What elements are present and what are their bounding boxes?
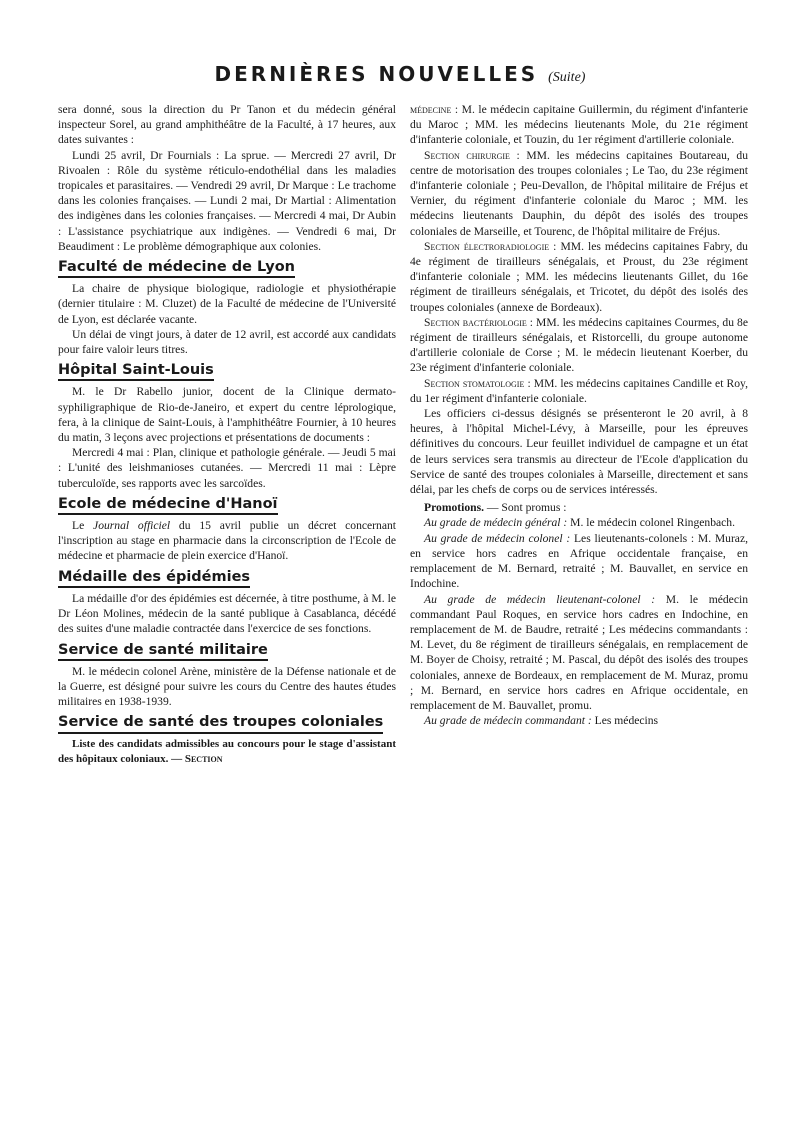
stomato-label: Section stomatologie : [424, 376, 531, 390]
section-title-medaille: Médaille des épidémies [58, 570, 250, 588]
bacterio-text: MM. les médecins capitaines Courmes, du 8e régiment de tirailleurs sénégalais, et Ristorcelli, du groupe autonome d'artillerie coloniale de Corse ; M. le médecin lieutenant Koerber, du 23e régiment d'infanterie coloniale. [410, 315, 748, 375]
right-column [410, 102, 748, 728]
hanoi-pre: Le [72, 519, 94, 533]
electro-text: MM. les médecins capitaines Fabry, du 4e régiment de tirailleurs sénégalais, et Proust, du 23e régiment d'infanterie coloniale ; MM. les médecins lieutenants Gillet, du 16e régiment de tirailleurs sénégalais, et Tricotet, du dépôt des isolés des troupes coloniales (annexe de Bordeaux). [410, 239, 748, 314]
section-word: Section [184, 752, 223, 765]
grade-colonel-label: Au grade de médecin colonel : [424, 531, 571, 545]
grade-general-label: Au grade de médecin général : [424, 516, 568, 530]
section-title-sante-militaire: Service de santé militaire [58, 643, 268, 661]
chirurgie-paragraph [410, 148, 748, 239]
journal-officiel: Journal officiel [93, 519, 171, 533]
promotions-rest: — Sont promus : [484, 501, 567, 515]
promotions-paragraph [410, 500, 748, 515]
section-title-saint-louis: Hôpital Saint-Louis [58, 363, 214, 381]
section-title-lyon: Faculté de médecine de Lyon [58, 260, 295, 278]
candidats-text: Liste des candidats admissibles au concours pour le stage d'assistant des hôpitaux coloniaux. — [58, 737, 396, 765]
page-title [0, 62, 800, 86]
grade-lt-colonel-paragraph [410, 592, 748, 714]
medecine-text: M. le médecin capitaine Guillermin, du régiment d'infanterie du Maroc ; MM. les médecins lieutenants Mole, du 21e régiment d'infanterie coloniale, et Touzin, du 1er régiment d'artillerie coloniale. [410, 103, 748, 147]
candidats-paragraph [58, 737, 396, 767]
hanoi-paragraph [58, 518, 396, 564]
saint-louis-paragraph-2: Mercredi 4 mai : Plan, clinique et pathologie générale. — Jeudi 5 mai : L'unité des leishmanioses cutanées. — Mercredi 11 mai : Lèpre tuberculoïde, ses rapports avec les sarcoïdes. [58, 446, 396, 490]
medecine-paragraph [410, 102, 748, 148]
hanoi-post: du 15 avril publie un décret concernant l'inscription au stage en pharmacie dans la circonscription de l'Ecole de médecine et pharmacie de plein exercice d'Hanoï. [58, 519, 396, 563]
grade-commandant-text: Les médecins [591, 714, 659, 728]
lyon-paragraph-1: La chaire de physique biologique, radiologie et physiothérapie (dernier titulaire : M. Cluzet) de la Faculté de médecine de l'Université de Lyon, est déclarée vacante. [58, 282, 396, 326]
lyon-paragraph-2: Un délai de vingt jours, à dater de 12 avril, est accordé aux candidats pour faire valoir leurs titres. [58, 327, 396, 357]
section-title-troupes-coloniales: Service de santé des troupes coloniales [58, 715, 383, 733]
bacterio-paragraph [410, 315, 748, 376]
lecture-dates-paragraph: Lundi 25 avril, Dr Fournials : La sprue. — Mercredi 27 avril, Dr Rivoalen : Rôle du système réticulo-endothélial dans les maladies tropicales et parasitaires. — Vendredi 29 avril, Dr Marque : Le trachome dans les colonies françaises. — Lundi 2 mai, Dr Martial : Alimentation des indigènes dans les colonies françaises. — Mercredi 4 mai, Dr Aubin : L'assistance psychiatrique aux indigènes. — Vendredi 6 mai, Dr Beaudiment : Le problème démographique aux colonies. [58, 148, 396, 253]
grade-lt-colonel-text: M. le médecin commandant Paul Roques, en service hors cadres en Indochine, en remplacement de M. de Baudre, retraité ; Les médecins commandants : M. Levet, du 8e régiment de tirailleurs sénégalais, en remplacement de M. Boyer de Choisy, retraité ; M. Pascal, du dépôt des isolés des troupes coloniales, annexe de Bordeaux, en remplacement de M. Muraz, promu ; M. Bernard, en service hors cadres en Afrique occidentale, en remplacement de M. Bauvallet, promu. [410, 592, 748, 712]
stomato-paragraph [410, 376, 748, 406]
grade-lt-colonel-label: Au grade de médecin lieutenant-colonel : [424, 592, 656, 606]
intro-paragraph: sera donné, sous la direction du Pr Tanon et du médecin général inspecteur Sorel, au grand amphithéâtre de la Faculté, à 17 heures, aux dates suivantes : [58, 103, 396, 147]
electro-label: Section électroradiologie : [424, 239, 557, 253]
electro-paragraph [410, 239, 748, 315]
stomato-text: MM. les médecins capitaines Candille et Roy, du 1er régiment d'infanterie coloniale. [410, 376, 748, 405]
bacterio-label: Section bactériologie : [424, 315, 534, 329]
grade-colonel-paragraph [410, 531, 748, 592]
saint-louis-paragraph-1: M. le Dr Rabello junior, docent de la Clinique dermato-syphiligraphique de Rio-de-Janeiro, et expert du centre léprologique, fera, à la clinique de Saint-Louis, à l'amphithéâtre Fournier, à 10 heures du matin, 3 leçons avec projections et présentations de documents : [58, 385, 396, 445]
medaille-paragraph: La médaille d'or des épidémies est décernée, à titre posthume, à M. le Dr Léon Molines, médecin de la santé publique à Casablanca, décédé des suites d'une maladie contractée dans l'exercice de ses fonctions. [58, 591, 396, 636]
medecine-label: médecine : [410, 103, 459, 116]
grade-general-text: M. le médecin colonel Ringenbach. [567, 516, 736, 530]
grade-commandant-label: Au grade de médecin commandant : [424, 714, 592, 728]
sante-militaire-paragraph: M. le médecin colonel Arène, ministère de la Défense nationale et de la Guerre, est désigné pour suivre les cours du Centre des hautes études militaires en 1938-1939. [58, 664, 396, 709]
grade-colonel-text: Les lieutenants-colonels : M. Muraz, en service hors cadres en Afrique occidentale française, en remplacement de M. Bernard, retraité ; M. Bauvallet, en service en Indochine. [410, 531, 748, 591]
page-title-text: DERNIÈRES NOUVELLES [214, 62, 539, 86]
page-title-suite: (Suite) [548, 70, 586, 85]
officiers-paragraph: Les officiers ci-dessus désignés se présenteront le 20 avril, à 8 heures, à l'hôpital Michel-Lévy, à Marseille, pour les épreuves définitives du concours. Leur feuillet individuel de campagne et un état de leurs services sera transmis au directeur de l'Ecole d'application du Service de santé des troupes coloniales à Marseille, directement et sans délai, par les chefs de corps ou de services intéressés. [410, 407, 748, 497]
grade-commandant-paragraph [410, 713, 748, 728]
promotions-title: Promotions. [424, 501, 485, 515]
section-title-hanoi: Ecole de médecine d'Hanoï [58, 497, 278, 515]
chirurgie-label: Section chirurgie : [424, 148, 520, 162]
chirurgie-text: MM. les médecins capitaines Boutareau, du centre de motorisation des troupes coloniales ; Le Tao, du 23e régiment d'infanterie coloniale ; Peu-Devallon, de l'hôpital militaire de Fréjus et Vernier, du régiment d'infanterie coloniale du Maroc ; MM. les médecins lieutenants Dauphin, du dépôt des isolés des troupes coloniales de Marseille, et Tourenc, de l'hôpital militaire de Fréjus. [410, 148, 748, 238]
grade-general-paragraph [410, 515, 748, 530]
left-column [58, 102, 396, 767]
